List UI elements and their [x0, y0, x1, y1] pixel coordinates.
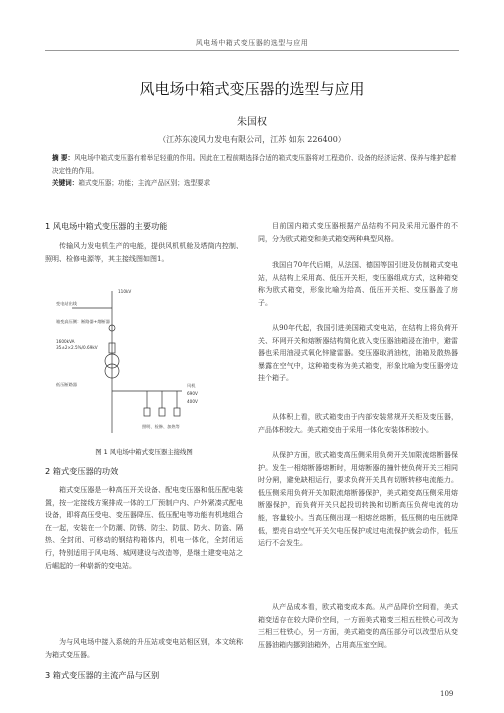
section-1-heading: 1 风电场中箱式变压器的主要功能: [45, 221, 168, 231]
fig-label-9: 照明、检修、加热等: [142, 424, 180, 429]
right-paragraph-6: 从产品成本看，欧式箱变成本高。从产品降价空间看，美式箱变适存在较大降价空间，一方面美式箱变三相五柱铁心可改为三相三柱铁心，另一方面，美式箱变的高压部分可以改型后从变压器油箱内挪到油箱外，占用高压室空间。: [258, 603, 458, 649]
fig-label-7: 690V: [187, 391, 198, 396]
section-2-paragraph-1: 箱式变压器是一种高压开关设备、配电变压器和低压配电装置，按一定接线方案排成一体的工厂预制户内、户外紧凑式配电设备，即将高压受电、变压器降压、低压配电等功能有机地组合在一起，安装在一个防潮、防锈、防尘、防鼠、防火、防盗、隔热、全封闭、可移动的钢结构箱体内，机电一体化，全封闭运行，特别适用于风电场、城网建设与改造等，是继土建变电站之后崛起的一种崭新的变电站。: [45, 486, 243, 570]
fig-label-8: 400V: [187, 399, 198, 404]
abstract-block: [52, 152, 457, 190]
fig-label-6: 风机: [187, 383, 196, 388]
right-paragraph-1: 目前国内箱式变压器根据产品结构不同及采用元器件的不同，分为欧式箱变和美式箱变两种典型风格。: [258, 222, 458, 243]
right-paragraph-4: 从体积上看，欧式箱变由于内部安装常规开关柜及变压器，产品体积较大。美式箱变由于采用一体化安装体积较小。: [258, 413, 458, 434]
running-header: 风电场中箱式变压器的选型与应用: [195, 39, 309, 47]
right-paragraph-2: 我国自70年代后期，从法国、德国等国引进及仿制箱式变电站，从结构上采用高、低压开关柜，变压器组成方式，这种箱变称为欧式箱变，形象比喻为给高、低压开关柜、变压器盖了房子。: [258, 261, 458, 307]
right-paragraph-5: 从保护方面，欧式箱变高压侧采用负荷开关加限流熔断器保护。发生一相熔断器熔断时，用熔断器的撞针使负荷开关三相同时分闸，避免缺相运行，要求负荷开关具有切断转移电流能力。低压侧采用负荷开关加限流熔断器保护，美式箱变高压侧采用熔断器保护，而负荷开关只起投切转换和切断高压负荷电流的功能，容量较小。当高压侧出现一相熔丝熔断，低压侧的电压就降低，塑壳自动空气开关欠电压保护或过电流保护就会动作，低压运行不会发生。: [258, 451, 458, 548]
abstract-label: 摘 要：: [52, 154, 75, 162]
abstract-text: 风电场中箱式变压器有着举足轻重的作用。因此在工程前期选择合适的箱式变压器将对工程造价、设备的经济运营、保养与维护起着决定性的作用。: [52, 154, 457, 175]
header-rule: [45, 50, 459, 51]
right-paragraph-3: 从90年代起，我国引进美国箱式变电站，在结构上将负荷开关、环网开关和熔断器结构简化放入变压器油箱浸在油中，避雷器也采用油浸式氧化锌避雷器。变压器取消油枕，油箱及散热器暴露在空气中，这种箱变称为美式箱变，形象比喻为变压器旁边挂个箱子。: [258, 324, 458, 383]
section-1-paragraph: 传输风力发电机生产的电能，提供风机机舱及塔筒内控制、照明、检修电源等，其主接线图如图1。: [45, 242, 243, 263]
section-2-paragraph-2: 为与风电场中接入系统的升压站或变电站相区别，本文统称为箱式变压器。: [45, 638, 243, 659]
page-number: 109: [440, 690, 454, 698]
keywords-text: 箱式变压器；功能；主流产品区别；选型要求: [78, 179, 211, 187]
fig-label-2: 箱变高压侧：断路器+熔断器: [56, 319, 110, 324]
fig-label-3: 1600kVA: [56, 339, 75, 344]
section-2-heading: 2 箱式变压器的功效: [45, 466, 119, 476]
section-3-heading: 3 箱式变压器的主流产品与区别: [45, 670, 160, 680]
affiliation: （江苏东凌风力发电有限公司，江苏 如东 226400）: [158, 135, 346, 144]
paper-title: 风电场中箱式变压器的选型与应用: [139, 80, 365, 98]
figure-caption: 图 1 风电场中箱式变压器主接线图: [95, 448, 193, 456]
author: 朱国权: [237, 117, 267, 128]
fig-label-top: 110kV: [118, 289, 132, 294]
fig-label-1: 变电站出线: [56, 301, 77, 306]
keywords-label: 关键词：: [52, 179, 79, 187]
fig-label-4: 35±2×2.5%/0.69kV: [56, 345, 98, 350]
wiring-diagram-figure: [52, 283, 237, 438]
fig-label-5: 低压断路器: [56, 382, 77, 387]
main-wiring-diagram: [52, 283, 237, 438]
